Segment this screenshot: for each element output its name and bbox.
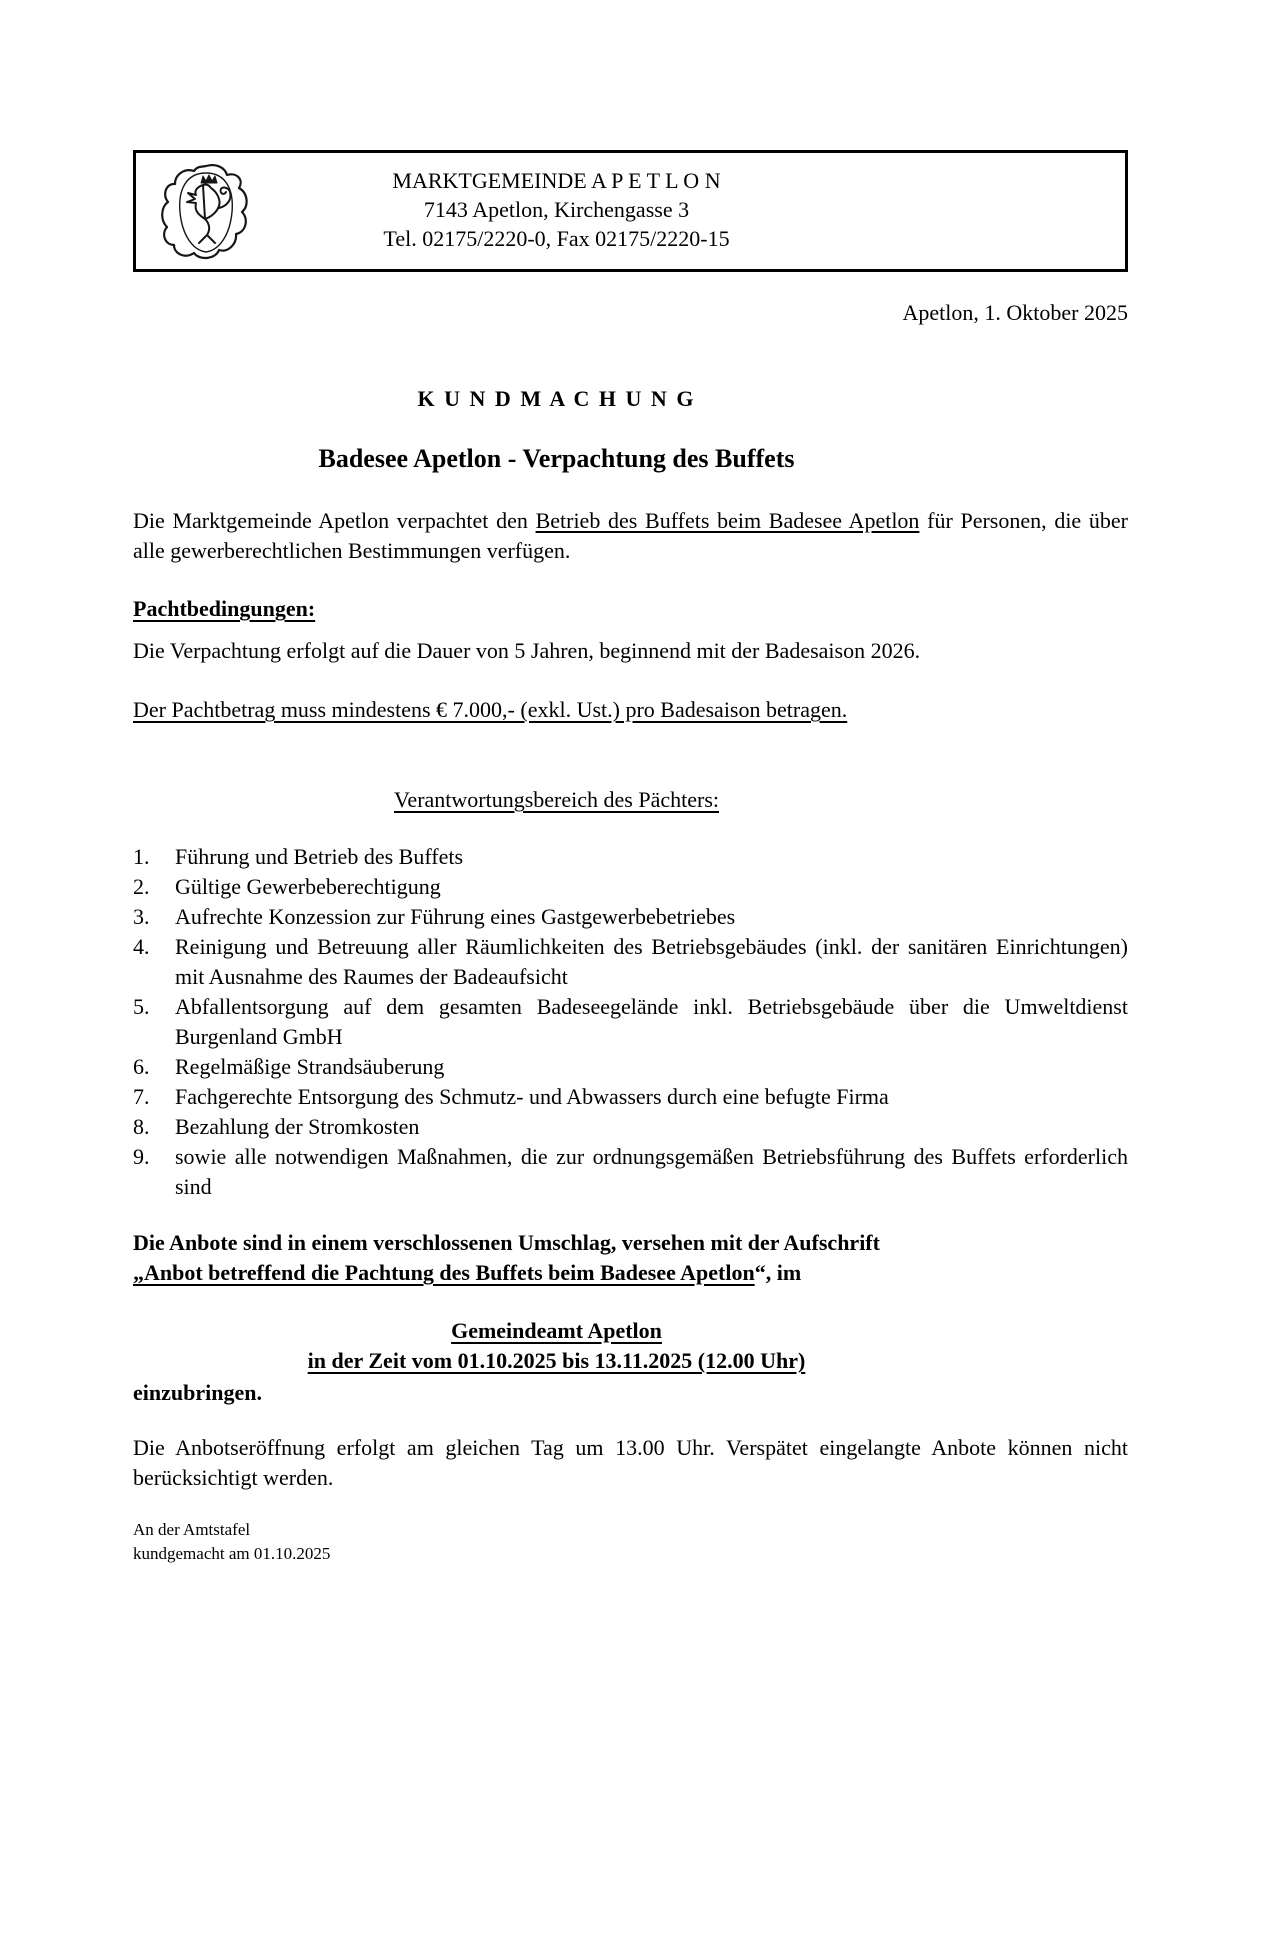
submission-envelope-label: „Anbot betreffend die Pachtung des Buffets beim Badesee Apetlon <box>133 1260 755 1285</box>
list-item-number: 7. <box>133 1084 150 1109</box>
submission-label-suffix: “, im <box>754 1260 802 1285</box>
list-item-number: 1. <box>133 844 150 869</box>
list-item-text: Reinigung und Betreuung aller Räumlichkeiten des Betriebsgebäudes (inkl. der sanitären Einrichtungen) mit Ausnahme des Raumes der Badeaufsicht <box>175 934 1128 989</box>
dateline: Apetlon, 1. Oktober 2025 <box>902 300 1128 325</box>
intro-paragraph <box>133 506 1128 566</box>
intro-text-after: für Personen, die über alle gewerberechtlichen Bestimmungen verfügen. <box>133 508 1128 563</box>
list-item-text: sowie alle notwendigen Maßnahmen, die zur ordnungsgemäßen Betriebsführung des Buffets erforderlich sind <box>175 1144 1128 1199</box>
responsibilities-list <box>133 842 1128 1202</box>
list-item-number: 4. <box>133 934 150 959</box>
list-item <box>133 1082 1128 1112</box>
list-item <box>133 1112 1128 1142</box>
conditions-duration: Die Verpachtung erfolgt auf die Dauer von 5 Jahren, beginnend mit der Badesaison 2026. <box>133 638 921 663</box>
intro-text-underlined: Betrieb des Buffets beim Badesee Apetlon <box>535 508 920 533</box>
submission-paragraph <box>133 1228 1128 1288</box>
submission-line2 <box>133 1258 1128 1288</box>
list-item-text: Bezahlung der Stromkosten <box>175 1114 420 1139</box>
list-item <box>133 872 1128 902</box>
list-item <box>133 1142 1128 1202</box>
list-item-number: 2. <box>133 874 150 899</box>
list-item <box>133 992 1128 1052</box>
conditions-minimum-rent: Der Pachtbetrag muss mindestens € 7.000,- (exkl. Ust.) pro Badesaison betragen. <box>133 697 848 722</box>
letterhead-org-name: MARKTGEMEINDE A P E T L O N <box>392 168 721 193</box>
letterhead-address: 7143 Apetlon, Kirchengasse 3 <box>423 197 690 222</box>
submission-closing: einzubringen. <box>133 1380 262 1405</box>
opening-note: Die Anbotseröffnung erfolgt am gleichen Tag um 13.00 Uhr. Verspätet eingelangte Anbote können nicht berücksichtigt werden. <box>133 1435 1128 1490</box>
list-item-text: Regelmäßige Strandsäuberung <box>175 1054 445 1079</box>
list-item-text: Fachgerechte Entsorgung des Schmutz- und Abwassers durch eine befugte Firma <box>175 1084 889 1109</box>
list-item-text: Gültige Gewerbeberechtigung <box>175 874 441 899</box>
responsibilities-heading: Verantwortungsbereich des Pächters: <box>393 787 719 812</box>
publication-note-line2: kundgemacht am 01.10.2025 <box>133 1544 331 1563</box>
list-item-number: 8. <box>133 1114 150 1139</box>
announcement-document <box>0 150 1278 1566</box>
letterhead-box <box>133 150 1128 272</box>
submission-period: in der Zeit vom 01.10.2025 bis 13.11.2025 (12.00 Uhr) <box>307 1348 806 1373</box>
document-heading: K U N D M A C H U N G <box>417 386 696 411</box>
submission-line1: Die Anbote sind in einem verschlossenen Umschlag, versehen mit der Aufschrift <box>133 1230 880 1255</box>
list-item <box>133 932 1128 992</box>
list-item-number: 6. <box>133 1054 150 1079</box>
list-item <box>133 842 1128 872</box>
coat-of-arms-icon <box>161 162 251 262</box>
list-item <box>133 902 1128 932</box>
list-item-text: Abfallentsorgung auf dem gesamten Badeseegelände inkl. Betriebsgebäude über die Umweltdienst Burgenland GmbH <box>175 994 1128 1049</box>
publication-note <box>133 1518 1128 1566</box>
letterhead-phone-fax: Tel. 02175/2220-0, Fax 02175/2220-15 <box>383 226 730 251</box>
list-item-text: Aufrechte Konzession zur Führung eines Gastgewerbebetriebes <box>175 904 736 929</box>
list-item <box>133 1052 1128 1082</box>
list-item-text: Führung und Betrieb des Buffets <box>175 844 464 869</box>
list-item-number: 5. <box>133 994 150 1019</box>
conditions-heading: Pachtbedingungen: <box>133 596 316 621</box>
publication-note-line1: An der Amtstafel <box>133 1520 251 1539</box>
list-item-number: 3. <box>133 904 150 929</box>
list-item-number: 9. <box>133 1144 150 1169</box>
subject-title: Badesee Apetlon - Verpachtung des Buffets <box>318 444 795 473</box>
submission-place: Gemeindeamt Apetlon <box>451 1318 662 1343</box>
intro-text-before: Die Marktgemeinde Apetlon verpachtet den <box>133 508 536 533</box>
